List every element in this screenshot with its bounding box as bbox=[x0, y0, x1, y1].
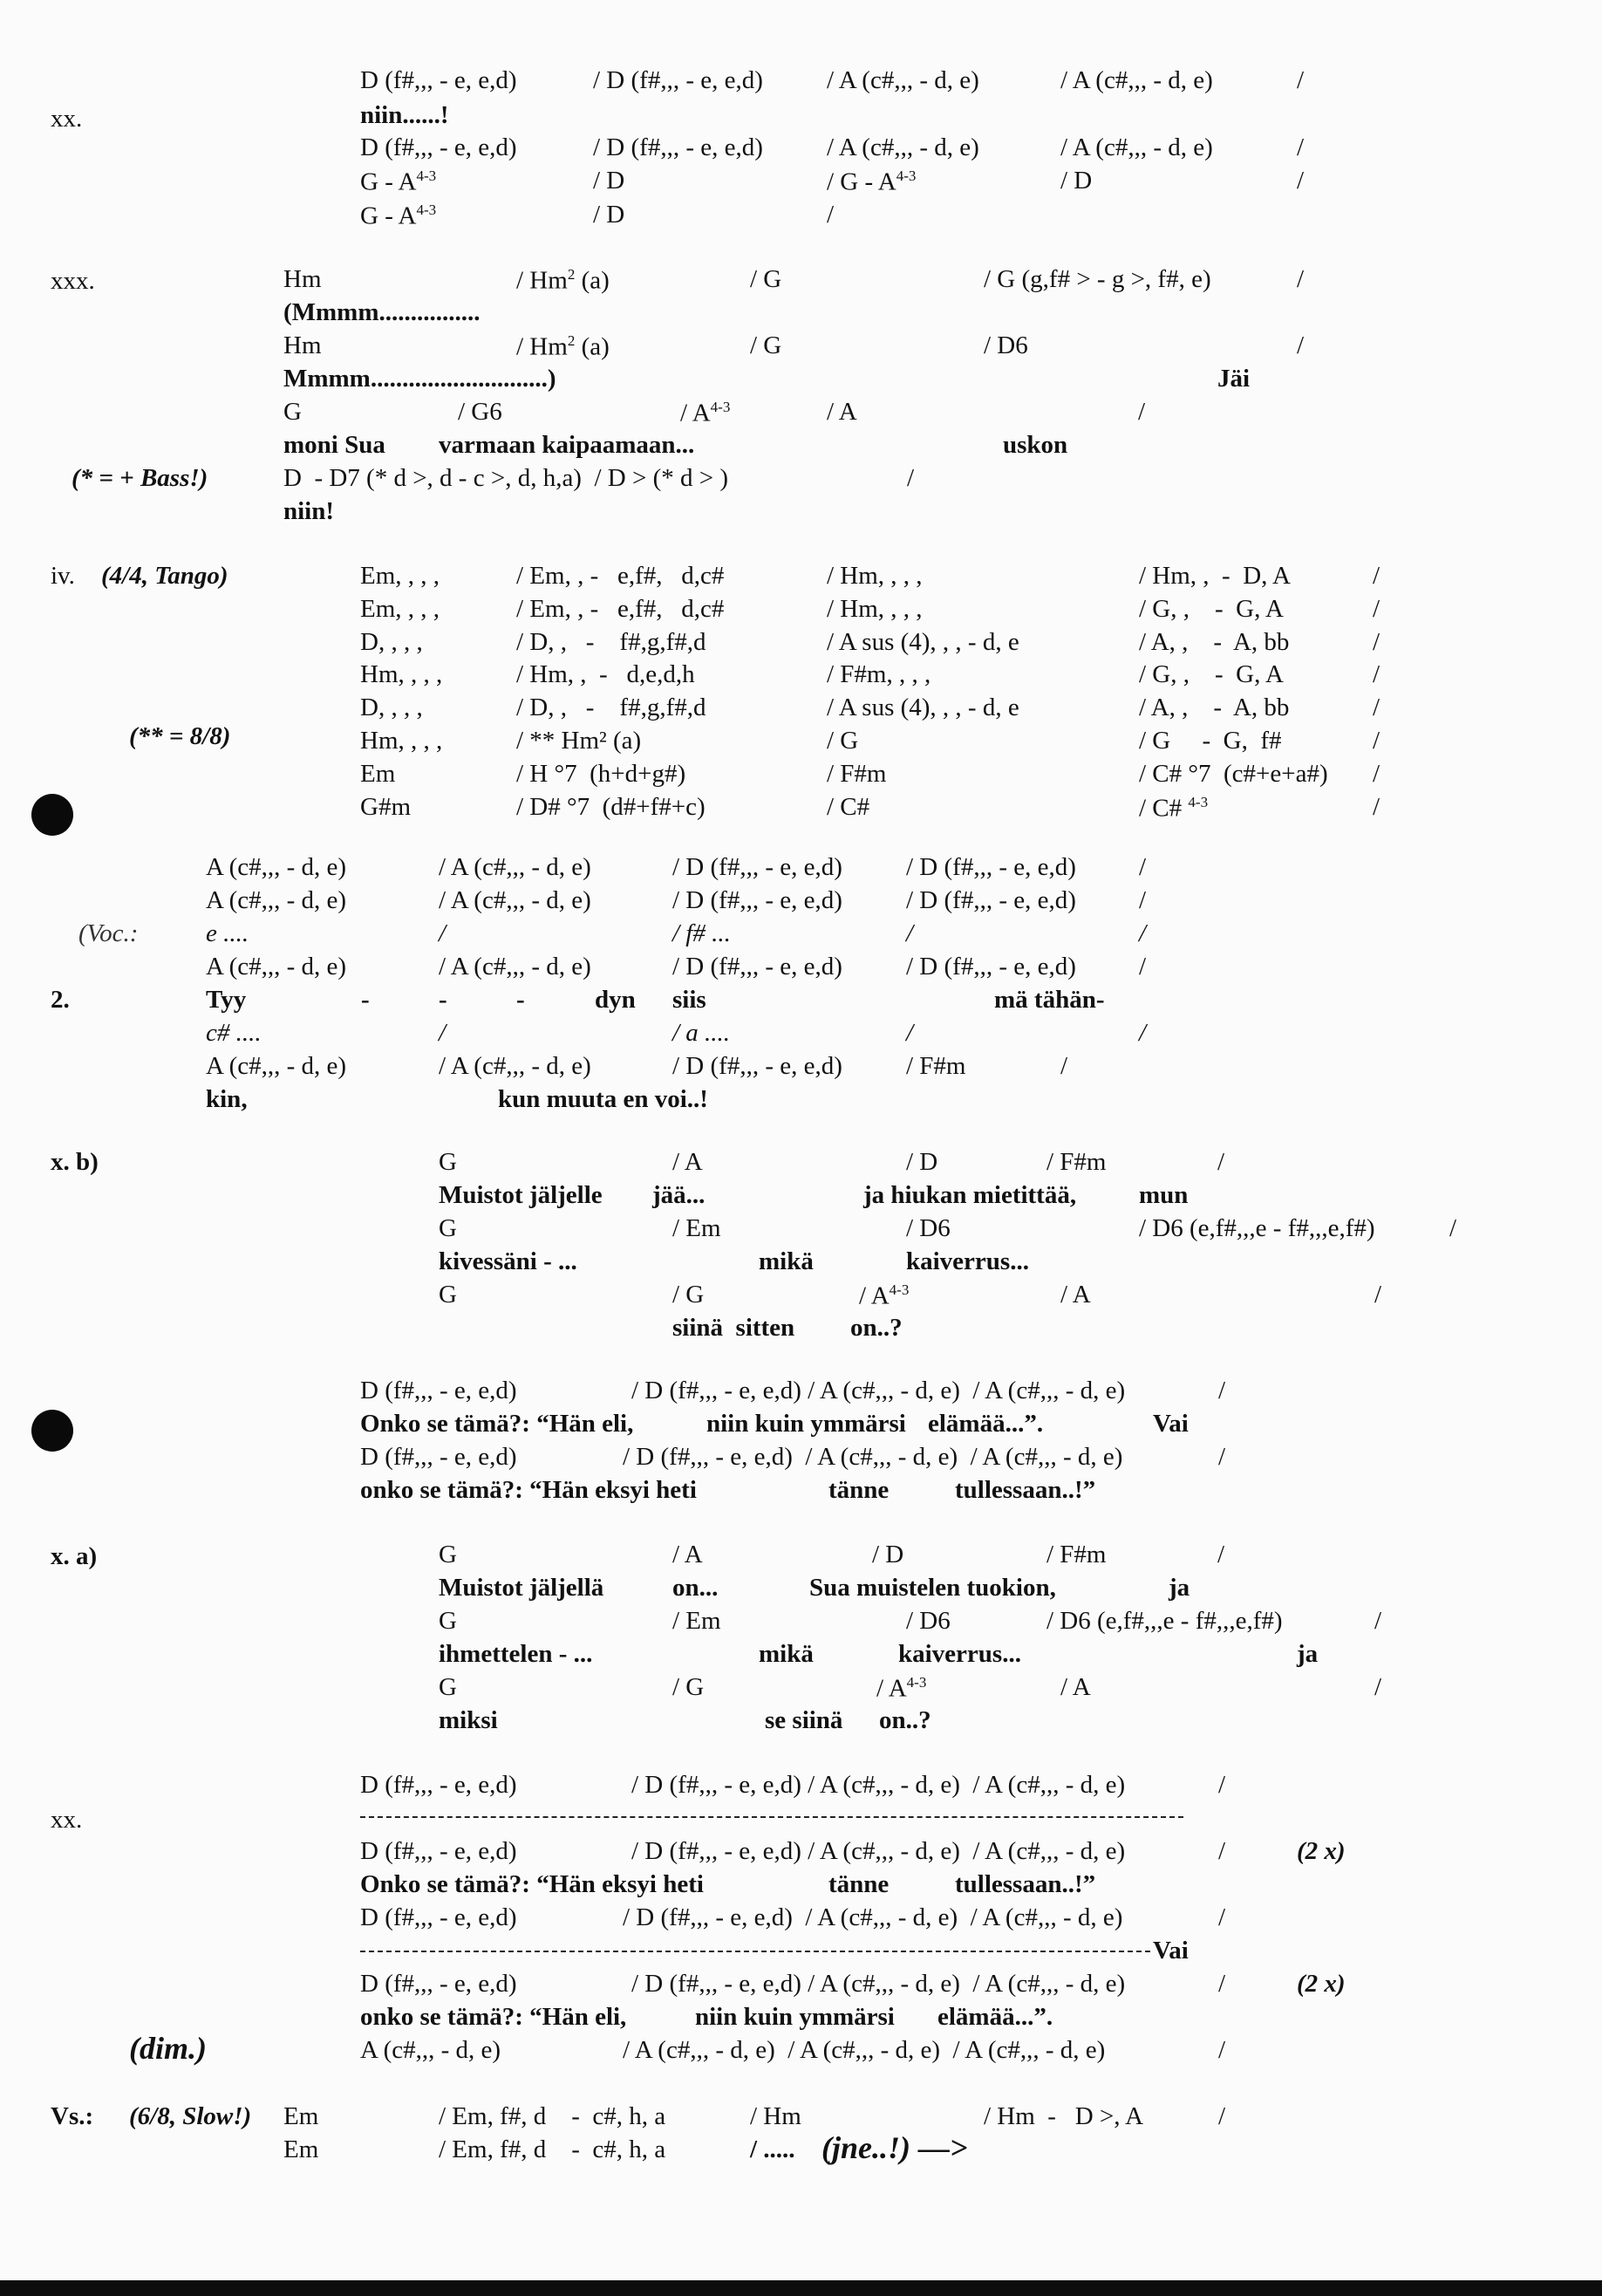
chord: / D bbox=[593, 201, 625, 229]
chord: / A (c#,,, - d, e) bbox=[827, 66, 979, 94]
lyric: kivessäni - ... bbox=[439, 1247, 577, 1275]
bar-line: / bbox=[1218, 1970, 1226, 1998]
lyric: ja hiukan mietittää, bbox=[863, 1181, 1077, 1209]
chord: D (f#,,, - e, e,d) bbox=[360, 133, 517, 161]
chord: / D bbox=[906, 1148, 938, 1176]
lyric: kun muuta en voi..! bbox=[498, 1085, 708, 1113]
bar-line: / bbox=[1218, 2036, 1226, 2064]
chord: / G, , - G, A bbox=[1139, 595, 1284, 623]
lyric: tullessaan..!” bbox=[955, 1870, 1096, 1898]
section-label: iv. bbox=[51, 562, 75, 590]
bar-line: / bbox=[1373, 628, 1380, 656]
chord: / Em, , - e,f#, d,c# bbox=[516, 595, 725, 623]
chord: / Hm, , - D, A bbox=[1139, 562, 1291, 590]
lyric: uskon bbox=[1003, 431, 1068, 459]
chord-superscript: 4-3 bbox=[1188, 794, 1209, 810]
chord: / G bbox=[672, 1281, 705, 1309]
chord: / D (f#,,, - e, e,d) bbox=[672, 853, 842, 881]
chord: / A bbox=[1060, 1281, 1091, 1309]
chord: / D (f#,,, - e, e,d) / A (c#,,, - d, e) / A (c#,,, - d, e) bbox=[623, 1903, 1123, 1931]
chord: / Hm, , - d,e,d,h bbox=[516, 660, 695, 688]
chord: / Em, f#, d - c#, h, a bbox=[439, 2102, 666, 2130]
bar-line: / bbox=[1297, 66, 1305, 94]
section-label: 2. bbox=[51, 986, 70, 1014]
vocal-note: / a .... bbox=[672, 1019, 731, 1047]
section-label: xxx. bbox=[51, 267, 95, 295]
bar-line: / bbox=[1373, 694, 1380, 721]
vocal-note: / f# ... bbox=[672, 919, 731, 947]
bar-line: / bbox=[1373, 562, 1380, 590]
chord: D (f#,,, - e, e,d) bbox=[360, 1377, 517, 1404]
chord: / D (f#,,, - e, e,d) / A (c#,,, - d, e) / A (c#,,, - d, e) bbox=[631, 1970, 1126, 1998]
chord: / H °7 (h+d+g#) bbox=[516, 760, 686, 788]
chord: G bbox=[439, 1541, 457, 1568]
bar-line: / bbox=[1139, 953, 1147, 981]
lyric: Tyy bbox=[206, 986, 247, 1014]
bar-line: / bbox=[1374, 1607, 1382, 1635]
bar-line: / bbox=[1218, 1903, 1226, 1931]
chord: / G (g,f# > - g >, f#, e) bbox=[984, 265, 1211, 293]
chord: / Hm, , , , bbox=[827, 595, 923, 623]
bar-line: / bbox=[1374, 1673, 1382, 1701]
chord: / A (c#,,, - d, e) bbox=[1060, 133, 1213, 161]
bar-line: / bbox=[907, 464, 915, 492]
lyric: Onko se tämä?: “Hän eli, bbox=[360, 1410, 634, 1438]
chord: / $A^{4-3}$ bbox=[876, 1674, 927, 1703]
lyric: onko se tämä?: “Hän eksyi heti bbox=[360, 1476, 697, 1504]
chord: / A (c#,,, - d, e) bbox=[1060, 66, 1213, 94]
chord: / A bbox=[1060, 1673, 1091, 1701]
bar-line: / bbox=[1218, 2102, 1226, 2130]
chord: A (c#,,, - d, e) bbox=[206, 1052, 347, 1080]
chord: A (c#,,, - d, e) bbox=[206, 853, 347, 881]
bar-line: / bbox=[827, 201, 835, 229]
lyric: tullessaan..!” bbox=[955, 1476, 1096, 1504]
chord: / C# °7 (c#+e+a#) bbox=[1139, 760, 1328, 788]
lyric: Jäi bbox=[1217, 365, 1251, 393]
lyric: kaiverrus... bbox=[906, 1247, 1029, 1275]
chord: G bbox=[439, 1673, 457, 1701]
chord: / D (f#,,, - e, e,d) bbox=[906, 853, 1076, 881]
chord: Hm, , , , bbox=[360, 727, 443, 755]
punch-hole-bottom bbox=[31, 1410, 73, 1452]
chord: / G bbox=[827, 727, 859, 755]
repeat-mark: (2 x) bbox=[1297, 1970, 1346, 1998]
repeat-mark: (2 x) bbox=[1297, 1837, 1346, 1865]
chord: / D (f#,,, - e, e,d) / A (c#,,, - d, e) / A (c#,,, - d, e) bbox=[631, 1377, 1126, 1404]
chord: / F#m bbox=[1046, 1148, 1107, 1176]
chord: / Hm bbox=[750, 2102, 801, 2130]
vocal-note: c# .... bbox=[206, 1019, 262, 1047]
chord: / D (f#,,, - e, e,d) bbox=[593, 133, 763, 161]
bar-line: / bbox=[1218, 1771, 1226, 1799]
chord: / D (f#,,, - e, e,d) bbox=[906, 886, 1076, 914]
bar-line: / bbox=[1297, 265, 1305, 293]
chord: G#m bbox=[360, 793, 411, 821]
chord: / D (f#,,, - e, e,d) bbox=[672, 953, 842, 981]
chord: / Hm, , , , bbox=[827, 562, 923, 590]
chord: G - $A^{4-3}$ bbox=[360, 167, 437, 196]
bar-line: / bbox=[1297, 331, 1305, 359]
lyric: kin, bbox=[206, 1085, 248, 1113]
lyric: mikä bbox=[759, 1640, 814, 1668]
dashed-divider bbox=[360, 1816, 1183, 1818]
lyric: on..? bbox=[850, 1314, 903, 1342]
chord: A (c#,,, - d, e) bbox=[206, 953, 347, 981]
bar-line: / bbox=[1374, 1281, 1382, 1309]
lyric: - bbox=[439, 986, 447, 1014]
lyric: mä tähän- bbox=[994, 986, 1105, 1014]
chord: / C# bbox=[827, 793, 870, 821]
chord: / F#m bbox=[906, 1052, 966, 1080]
lyric: onko se tämä?: “Hän eli, bbox=[360, 2003, 627, 2031]
continuation-note: (jne..!) —> bbox=[821, 2130, 968, 2165]
bar-line: / bbox=[1217, 1541, 1225, 1568]
bar-line: / bbox=[1297, 167, 1305, 195]
lyric: moni Sua bbox=[283, 431, 385, 459]
chord: Em bbox=[360, 760, 396, 788]
bar-line: / bbox=[1373, 760, 1380, 788]
chord: / D6 (e,f#,,,e - f#,,,e,f#) bbox=[1139, 1214, 1375, 1242]
continuation: / ..... bbox=[750, 2135, 795, 2163]
chord: / D (f#,,, - e, e,d) bbox=[672, 886, 842, 914]
lyric: niin kuin ymmärsi bbox=[695, 2003, 895, 2031]
lyric: - bbox=[516, 986, 525, 1014]
chord: / Hm$^2$ (a) bbox=[516, 266, 610, 295]
chord: D - D7 (* d >, d - c >, d, h,a) / D > (* d > ) bbox=[283, 464, 728, 492]
lyric: kaiverrus... bbox=[898, 1640, 1021, 1668]
lyric: se siinä bbox=[765, 1706, 843, 1734]
chord: / G, , - G, A bbox=[1139, 660, 1284, 688]
lyric: miksi bbox=[439, 1706, 498, 1734]
chord: / D6 bbox=[984, 331, 1028, 359]
chord: / A (c#,,, - d, e) bbox=[439, 1052, 591, 1080]
lyric: varmaan kaipaamaan... bbox=[439, 431, 695, 459]
bar-line: / bbox=[1060, 1052, 1068, 1080]
chord: / D6 bbox=[906, 1607, 951, 1635]
chord: D (f#,,, - e, e,d) bbox=[360, 1970, 517, 1998]
chord: / Hm$^2$ (a) bbox=[516, 332, 610, 361]
chord: / A, , - A, bb bbox=[1139, 694, 1290, 721]
tempo-marking: (4/4, Tango) bbox=[101, 562, 228, 590]
dynamics-marking: (dim.) bbox=[129, 2031, 207, 2066]
chord: D (f#,,, - e, e,d) bbox=[360, 1771, 517, 1799]
chord: / D (f#,,, - e, e,d) bbox=[672, 1052, 842, 1080]
chord: / G - G, f# bbox=[1139, 727, 1282, 755]
chord: / Em bbox=[672, 1607, 721, 1635]
chord: / G bbox=[672, 1673, 705, 1701]
chord: / A (c#,,, - d, e) / A (c#,,, - d, e) / A (c#,,, - d, e) bbox=[623, 2036, 1106, 2064]
chord: / F#m bbox=[1046, 1541, 1107, 1568]
bass-note: (* = + Bass!) bbox=[72, 464, 208, 492]
bar-line: / bbox=[1373, 595, 1380, 623]
bar-line: / bbox=[1217, 1148, 1225, 1176]
lyric: Vai bbox=[1153, 1937, 1189, 1965]
lyric: on..? bbox=[879, 1706, 931, 1734]
lyric: - bbox=[361, 986, 370, 1014]
chord: / G6 bbox=[458, 398, 502, 426]
chord: / D# °7 (d#+f#+c) bbox=[516, 793, 706, 821]
chord: / D (f#,,, - e, e,d) / A (c#,,, - d, e) / A (c#,,, - d, e) bbox=[631, 1837, 1126, 1865]
vocal-note: / bbox=[439, 919, 447, 947]
chord: / A (c#,,, - d, e) bbox=[827, 133, 979, 161]
chord: / A sus (4), , , - d, e bbox=[827, 694, 1019, 721]
chord: / $A^{4-3}$ bbox=[680, 399, 731, 427]
bar-line: / bbox=[1218, 1377, 1226, 1404]
lyric: Vai bbox=[1153, 1410, 1189, 1438]
lyric: elämää...”. bbox=[937, 2003, 1053, 2031]
chord: / A (c#,,, - d, e) bbox=[439, 853, 591, 881]
vocal-note: / bbox=[439, 1019, 447, 1047]
chord: D (f#,,, - e, e,d) bbox=[360, 1443, 517, 1471]
chord: Em bbox=[283, 2102, 319, 2130]
chord: G bbox=[439, 1214, 457, 1242]
chord: / D (f#,,, - e, e,d) bbox=[593, 66, 763, 94]
lyric: niin kuin ymmärsi bbox=[706, 1410, 906, 1438]
chord: / F#m, , , , bbox=[827, 660, 931, 688]
chord: / D, , - f#,g,f#,d bbox=[516, 628, 706, 656]
scan-edge-bar bbox=[0, 2280, 1602, 2296]
lyric: ihmettelen - ... bbox=[439, 1640, 593, 1668]
chord: / Hm - D >, A bbox=[984, 2102, 1144, 2130]
chord: / D (f#,,, - e, e,d) bbox=[906, 953, 1076, 981]
bar-line: / bbox=[1218, 1837, 1226, 1865]
chord: / D bbox=[872, 1541, 904, 1568]
chord: Em bbox=[283, 2135, 319, 2163]
chord: A (c#,,, - d, e) bbox=[206, 886, 347, 914]
chord: / G - $A^{4-3}$ bbox=[827, 167, 917, 196]
bar-line: / bbox=[1139, 853, 1147, 881]
lyric: siinä sitten bbox=[672, 1314, 795, 1342]
dashed-divider bbox=[360, 1951, 1150, 1952]
lyric: niin! bbox=[283, 497, 335, 525]
section-label: xx. bbox=[51, 1806, 83, 1834]
punch-hole-top bbox=[31, 794, 73, 836]
chord: A (c#,,, - d, e) bbox=[360, 2036, 501, 2064]
chord: G bbox=[439, 1148, 457, 1176]
tempo-note: (** = 8/8) bbox=[129, 722, 231, 750]
chord: / F#m bbox=[827, 760, 887, 788]
vocal-note: e .... bbox=[206, 919, 249, 947]
chord: / A bbox=[672, 1541, 703, 1568]
chord: / A bbox=[672, 1148, 703, 1176]
chord: / D bbox=[593, 167, 625, 195]
chord: / A (c#,,, - d, e) bbox=[439, 953, 591, 981]
chord: / Em bbox=[672, 1214, 721, 1242]
chord: / ** Hm² (a) bbox=[516, 727, 642, 755]
chord: D, , , , bbox=[360, 694, 423, 721]
bar-line: / bbox=[1138, 398, 1146, 426]
chord: / A bbox=[827, 398, 857, 426]
bar-line: / bbox=[1373, 727, 1380, 755]
bar-line: / bbox=[1139, 886, 1147, 914]
lyric: jää... bbox=[652, 1181, 706, 1209]
chord: / G bbox=[750, 331, 782, 359]
chord: / D6 (e,f#,,,e - f#,,,e,f#) bbox=[1046, 1607, 1283, 1635]
chord: D (f#,,, - e, e,d) bbox=[360, 66, 517, 94]
chord: / A (c#,,, - d, e) bbox=[439, 886, 591, 914]
vocal-note: / bbox=[1139, 919, 1147, 947]
bar-line: / bbox=[1218, 1443, 1226, 1471]
chord: Hm, , , , bbox=[360, 660, 443, 688]
vocal-label: (Voc.: bbox=[78, 919, 139, 947]
chord: / Em, f#, d - c#, h, a bbox=[439, 2135, 666, 2163]
bar-line: / bbox=[1449, 1214, 1457, 1242]
lyric: siis bbox=[672, 986, 706, 1014]
chord: / G bbox=[750, 265, 782, 293]
lyric: Muistot jäljellä bbox=[439, 1574, 604, 1602]
lyric: Onko se tämä?: “Hän eksyi heti bbox=[360, 1870, 704, 1898]
chord: / A sus (4), , , - d, e bbox=[827, 628, 1019, 656]
section-label: xx. bbox=[51, 105, 83, 133]
lyric: (Mmmm................ bbox=[283, 298, 481, 326]
chord: / D (f#,,, - e, e,d) / A (c#,,, - d, e) / A (c#,,, - d, e) bbox=[631, 1771, 1126, 1799]
lyric: ja bbox=[1297, 1640, 1319, 1668]
chord: Hm bbox=[283, 331, 322, 359]
section-label: Vs.: bbox=[51, 2102, 94, 2130]
chord: / D (f#,,, - e, e,d) / A (c#,,, - d, e) / A (c#,,, - d, e) bbox=[623, 1443, 1123, 1471]
lyric: ja bbox=[1169, 1574, 1190, 1602]
chord: G - $A^{4-3}$ bbox=[360, 202, 437, 230]
lyric: tänne bbox=[828, 1870, 890, 1898]
tempo-marking: (6/8, Slow!) bbox=[129, 2102, 252, 2130]
lyric: Muistot jäljelle bbox=[439, 1181, 603, 1209]
chord: / A, , - A, bb bbox=[1139, 628, 1290, 656]
chord: Hm bbox=[283, 265, 322, 293]
chord: G bbox=[439, 1281, 457, 1309]
section-label: x. b) bbox=[51, 1148, 99, 1176]
lyric: niin......! bbox=[360, 101, 449, 129]
chord: Em, , , , bbox=[360, 562, 440, 590]
lyric: elämää...”. bbox=[928, 1410, 1044, 1438]
bar-line: / bbox=[1297, 133, 1305, 161]
chord: Em, , , , bbox=[360, 595, 440, 623]
lyric: dyn bbox=[595, 986, 636, 1014]
vocal-note: / bbox=[906, 1019, 914, 1047]
chord: G bbox=[439, 1607, 457, 1635]
chord: / D6 bbox=[906, 1214, 951, 1242]
chord: G bbox=[283, 398, 302, 426]
chord: / D bbox=[1060, 167, 1093, 195]
chord: / D, , - f#,g,f#,d bbox=[516, 694, 706, 721]
bar-line: / bbox=[1373, 793, 1380, 821]
chord: D, , , , bbox=[360, 628, 423, 656]
chord: D (f#,,, - e, e,d) bbox=[360, 1837, 517, 1865]
chord: D (f#,,, - e, e,d) bbox=[360, 1903, 517, 1931]
lyric: mikä bbox=[759, 1247, 814, 1275]
lyric: mun bbox=[1139, 1181, 1189, 1209]
lyric: Mmmm............................) bbox=[283, 365, 556, 393]
vocal-note: / bbox=[1139, 1019, 1147, 1047]
vocal-note: / bbox=[906, 919, 914, 947]
bar-line: / bbox=[1373, 660, 1380, 688]
lyric: Sua muistelen tuokion, bbox=[809, 1574, 1056, 1602]
lyric: tänne bbox=[828, 1476, 890, 1504]
lyric: on... bbox=[672, 1574, 719, 1602]
section-label: x. a) bbox=[51, 1542, 98, 1570]
chord: / Em, , - e,f#, d,c# bbox=[516, 562, 725, 590]
chord: / $A^{4-3}$ bbox=[859, 1281, 910, 1310]
chord: / C# $^{4-3}$ bbox=[1139, 794, 1209, 823]
